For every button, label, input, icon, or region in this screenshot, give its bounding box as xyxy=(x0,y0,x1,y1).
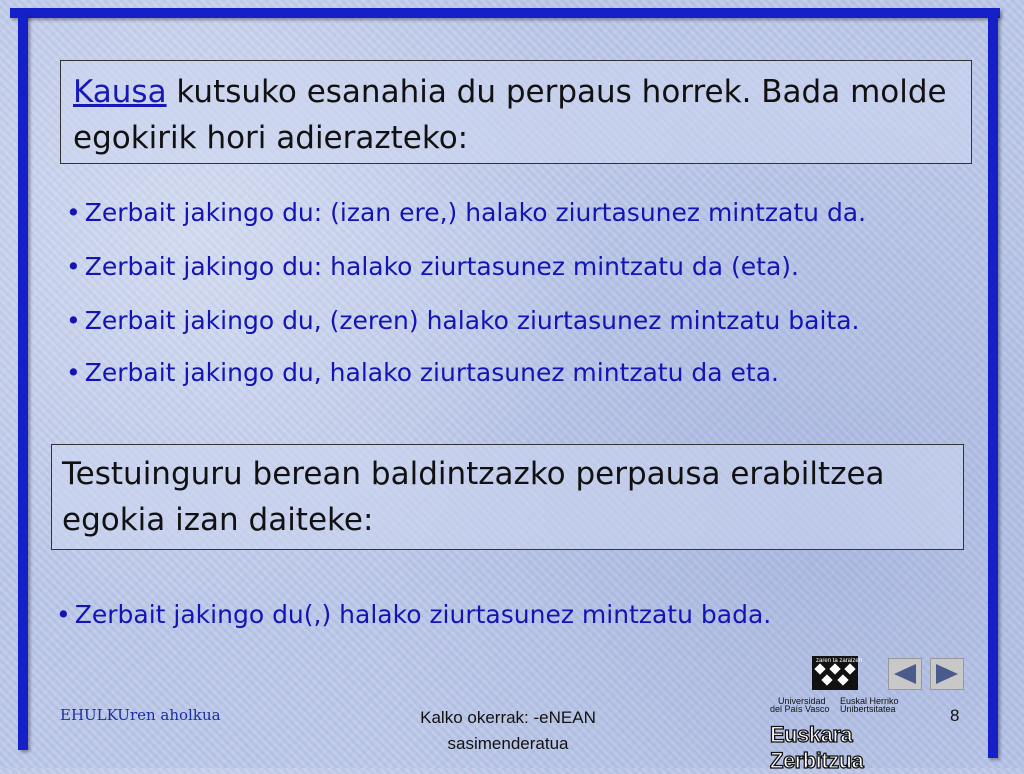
cause-keyword: Kausa xyxy=(73,74,167,110)
intro-text-box xyxy=(60,60,972,164)
logo-univ-eu-1: Euskal Herriko xyxy=(840,696,899,706)
bullet-text: Zerbait jakingo du: halako ziurtasunez mintzatu da (eta). xyxy=(84,252,799,281)
logo-univ-es-1: Universidad xyxy=(778,696,826,706)
bullet-text: Zerbait jakingo du: (izan ere,) halako ziurtasunez mintzatu da. xyxy=(84,198,867,227)
slide-number: 8 xyxy=(950,706,960,725)
slide-frame-left xyxy=(18,14,28,750)
footer-title xyxy=(392,705,624,757)
logo-brand-text: Euskara Zerbitzua xyxy=(770,722,864,773)
bullet-text: Zerbait jakingo du(,) halako ziurtasunez mintzatu bada. xyxy=(74,600,772,629)
bullet-text: Zerbait jakingo du, halako ziurtasunez mintzatu da eta. xyxy=(84,358,779,387)
bullet-item-3 xyxy=(66,306,860,335)
university-logo xyxy=(770,656,904,773)
conditional-text-box xyxy=(51,444,964,550)
intro-text: kutsuko esanahia du perpaus horrek. Bada molde egokirik hori adierazteko: xyxy=(73,74,947,156)
bullet-item-4 xyxy=(66,358,779,387)
bullet-text: Zerbait jakingo du, (zeren) halako ziurtasunez mintzatu baita. xyxy=(84,306,860,335)
bullet-dot: • xyxy=(56,600,71,629)
conditional-text: Testuinguru berean baldintzazko perpausa erabiltzea egokia izan daiteke: xyxy=(62,456,885,538)
logo-univ-es-2: del País Vasco xyxy=(770,704,830,714)
footer-source: EHULKUren aholkua xyxy=(60,706,221,724)
bullet-dot: • xyxy=(66,358,81,387)
slide-frame-top xyxy=(10,8,1000,18)
triangle-right-icon xyxy=(934,663,960,685)
logo-motto: zaren ta zaraizen xyxy=(816,658,863,664)
bullet-item-conditional xyxy=(56,600,771,629)
footer-title-line1: Kalko okerrak: -eNEAN xyxy=(420,708,596,727)
bullet-item-1 xyxy=(66,198,866,227)
bullet-dot: • xyxy=(66,306,81,335)
bullet-dot: • xyxy=(66,252,81,281)
bullet-item-2 xyxy=(66,252,799,281)
slide-frame-right xyxy=(988,14,998,758)
logo-univ-eu-2: Unibertsitatea xyxy=(840,704,896,714)
bullet-dot: • xyxy=(66,198,81,227)
next-slide-button[interactable] xyxy=(930,658,964,690)
footer-title-line2: sasimenderatua xyxy=(447,734,569,753)
